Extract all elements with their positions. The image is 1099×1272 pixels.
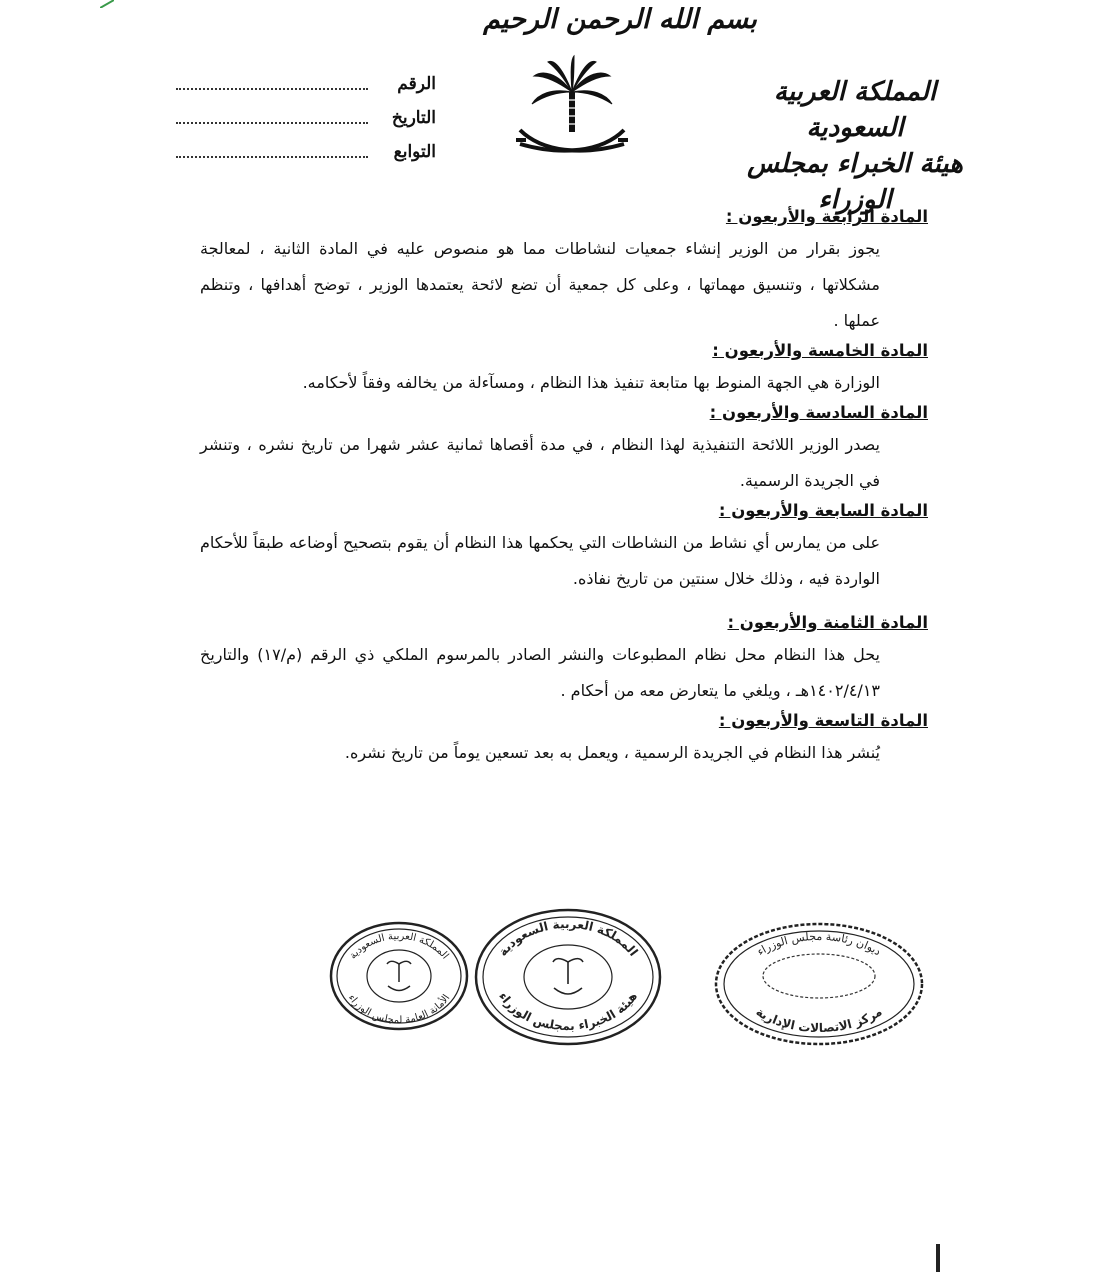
saudi-emblem-icon — [512, 52, 632, 174]
article — [200, 401, 928, 499]
meta-label: الرقم — [397, 74, 436, 94]
meta-label: التاريخ — [391, 108, 436, 128]
reference-fields — [176, 60, 436, 162]
article-text: يحل هذا النظام محل نظام المطبوعات والنشر الصادر بالمرسوم الملكي ذي الرقم (م/١٧) والتاريخ ١٤٠٢/٤/١٣هـ ، ويلغي ما يتعارض معه من أحكام . — [200, 645, 880, 700]
stamp-top-text: المملكة العربية السعودية — [347, 930, 451, 962]
page-edge-mark — [936, 1244, 940, 1272]
meta-dotted-line — [176, 104, 368, 124]
org-line-bureau: هيئة الخبراء بمجلس الوزراء — [747, 149, 963, 215]
svg-text:هيئة الخبراء بمجلس الوزراء — [496, 989, 640, 1033]
svg-text:المملكة العربية السعودية — [348, 931, 451, 962]
article — [200, 339, 928, 401]
meta-row-date — [176, 94, 436, 128]
article-title: المادة السادسة والأربعون : — [709, 403, 928, 422]
article — [200, 709, 928, 771]
stamp-top-text: المملكة العربية السعودية — [495, 916, 641, 959]
article-title: المادة الخامسة والأربعون : — [712, 341, 928, 360]
article-text: يُنشر هذا النظام في الجريدة الرسمية ، ويعمل به بعد تسعين يوماً من تاريخ نشره. — [344, 743, 880, 762]
meta-dotted-line — [176, 70, 368, 90]
svg-text:المملكة العربية السعودية — [496, 917, 641, 959]
article-text: الوزارة هي الجهة المنوط بها متابعة تنفيذ هذا النظام ، ومسآءلة من يخالفه وفقاً لأحكامه. — [302, 373, 880, 392]
article-title: المادة التاسعة والأربعون : — [718, 711, 928, 730]
stamp-general-secretariat — [328, 920, 470, 1032]
organization-heading — [740, 74, 970, 218]
spacer — [200, 597, 928, 611]
meta-label: التوابع — [393, 142, 436, 162]
stamp-communications-center — [712, 920, 926, 1048]
article-text: على من يمارس أي نشاط من النشاطات التي يحكمها هذا النظام أن يقوم بتصحيح أوضاعه طبقاً للأحكام الواردة فيه ، وذلك خلال سنتين من تاريخ نفاذه. — [200, 533, 880, 588]
stamp-top-text: ديوان رئاسة مجلس الوزراء — [754, 929, 884, 959]
article-title: المادة الرابعة والأربعون : — [725, 207, 928, 226]
article-title: المادة الثامنة والأربعون : — [727, 613, 928, 632]
meta-dotted-line — [176, 138, 368, 158]
article-text: يجوز بقرار من الوزير إنشاء جمعيات لنشاطات مما هو منصوص عليه في المادة الثانية ، لمعالجة مشكلاتها ، وتنسيق مهماتها ، وعلى كل جمعية أن تضع لائحة يعتمدها الوزير ، توضح أهدافها ، وتنظم عملها . — [200, 239, 880, 330]
stamp-experts-bureau — [472, 906, 664, 1048]
article — [200, 205, 928, 339]
meta-row-number — [176, 60, 436, 94]
stamp-bottom-text: مركز الاتصالات الإدارية — [753, 1004, 885, 1036]
stamp-bottom-text: الأمانة العامة لمجلس الوزراء — [345, 992, 453, 1027]
article — [200, 499, 928, 597]
article-text: يصدر الوزير اللائحة التنفيذية لهذا النظام ، في مدة أقصاها ثمانية عشر شهرا من تاريخ نشره ، وتنشر في الجريدة الرسمية. — [200, 435, 880, 490]
stamp-bottom-text: هيئة الخبراء بمجلس الوزراء — [496, 989, 640, 1034]
article-title: المادة السابعة والأربعون : — [718, 501, 928, 520]
articles-body — [200, 205, 928, 771]
article — [200, 611, 928, 709]
corner-mark — [100, 0, 114, 8]
basmala: بسم الله الرحمن الرحيم — [483, 4, 757, 35]
org-line-kingdom: المملكة العربية السعودية — [773, 77, 937, 143]
meta-row-attachments — [176, 128, 436, 162]
